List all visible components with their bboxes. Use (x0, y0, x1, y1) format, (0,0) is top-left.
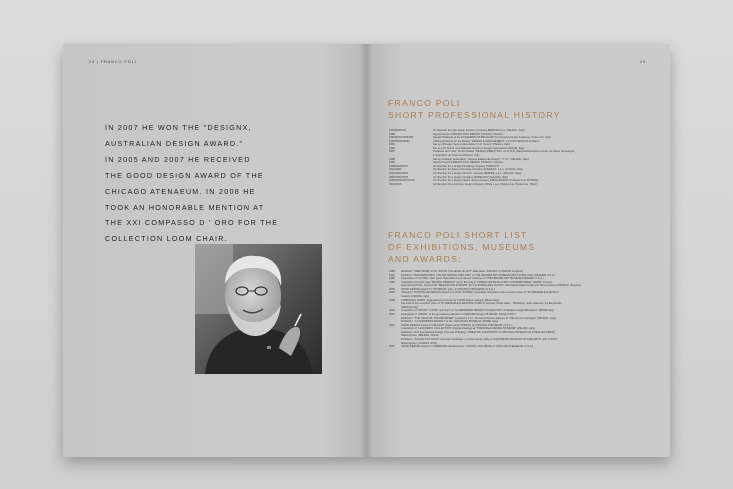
history-entry-text: Set up of C.N.A.D. Civil National Council of Design Associations (ROME, Italy) (433, 146, 525, 150)
exhibition-entry-text: Exhibition: First International Design Triennial of Beijing: "CREATIVE JUNCTIONS" at NATIONAL MUSEUM OF CHINA with ARETE (401, 330, 555, 334)
right-folio: 25 (639, 59, 646, 64)
exhibition-entry-year: 1994 (389, 273, 395, 277)
exhibition-entry-year: 1983 (389, 270, 395, 273)
history-entry-year: 1978/80/81/82 (389, 129, 406, 132)
exhibition-entry-text: GOOD DESIGN Award for COMPASSO lamella (prod. YUSTON, ASIA ABCD) of CHICAGO ATENAEUM (U.S.A.) (401, 345, 534, 349)
quote-line: AUSTRALIAN DESIGN AWARD." (105, 138, 244, 148)
history-entry-year: 2014/2015 (389, 182, 402, 186)
history-entry-year: 1999 (389, 161, 395, 165)
history-heading-line: SHORT PROFESSIONAL HISTORY (388, 110, 561, 121)
quote-line: THE XXI COMPASSO D ' ORO FOR THE (105, 218, 279, 228)
history-entry-text: Art Direction for a furniture design company MOLE s.p.a. (Cordenons, Pordenone, ITALY) (433, 182, 538, 186)
exhibition-entry-text: Acquisition of "ARETE" at the permanent collection of MADAMA Design MUSEUM. (Nanjin P.R.P.) (401, 312, 516, 316)
pull-quote (105, 120, 305, 247)
exhibition-entry-text: International Prize, Interieur 96 "DESIGN FOR EUROPE" for "LA STANZA DEL VUOTO" with Gattamelata Kortrijk and Torino Foliza (KORTRIJK, Belgium) (401, 284, 581, 288)
exhibitions-heading-line: FRANCO POLI SHORT LIST (388, 230, 528, 240)
history-entry-text: Art direction for glass processing company ZANASCO, s.p.a. (COCCO, Italy) (433, 168, 523, 172)
exhibition-entry-text: COMPASSO D'ORO: Segnalazione d'Onore for LOOM (rhibon-designo Milano Italy) (401, 298, 500, 302)
history-entry (389, 183, 575, 187)
exhibition-entry-text: Exhibition: "THE HAND OF THE DESIGNER" curated by F.A.I. (Fondo Ambiente Italiano) at "Villa Necchi Campiglio" (MILANO, Italy) (401, 316, 556, 320)
history-entry-text: Art direction for a design company MORELATO (Salizzole, Italy) (433, 175, 508, 179)
quote-line: COLLECTION LOOM CHAIR. (105, 234, 228, 244)
portrait-illustration (195, 244, 322, 374)
history-entry-year: 1998/2000/2007 (389, 164, 409, 168)
history-entry-text: Art direction for a design interior doors company ESPIA (ESANO Grosseto from ROSSINI) (433, 179, 539, 183)
exhibition-entry-year: 1995 (389, 277, 395, 281)
history-entry-year: 1990/91/92/93/94/95 (389, 136, 414, 140)
book-spine-shadow (359, 44, 373, 457)
left-folio: 24 | FRANCO POLI (89, 59, 137, 64)
exhibition-entry-text: Mattersgroup. (BEIJING, China) (401, 334, 439, 338)
exhibition-entry-year: 2008 (389, 298, 395, 302)
history-entry-text: Set up of design association "Camera Italiana del Design" "C.I.D." (MILANO, Italy) (433, 157, 529, 161)
exhibition-entry-year: 2010 (389, 312, 395, 316)
history-entry-year: 1995 (389, 146, 395, 150)
exhibition-entry-text: Acquisition of "FLYING" chair (post. Materials) at permanent collection of THE DENVER ART MUSEUM (DENVER U.S.A.) (401, 277, 544, 281)
exhibitions-heading-line: OF EXHIBITIONS, MUSEUMS (388, 242, 536, 253)
exhibition-entry-year: 2011 (389, 323, 395, 327)
exhibition-entry-text: Exhibition "SPECTRUM" at the "ROYAL COLLEGE OF ART" Walk class "KATANA" (LONDON, England) (401, 270, 523, 273)
history-entry-year: 1988 (389, 132, 395, 136)
history-entry-text: Art direction for a design furnishing company POZZUTTI (433, 164, 499, 168)
exhibition-entry-text: Venezia (VENICE, Italy) (401, 295, 430, 299)
quote-line: CHICAGO ATENAEUM. IN 2008 HE (105, 186, 256, 196)
quote-line: THE GOOD DESIGN AWARD OF THE (105, 170, 264, 180)
exhibition-entry-year: 2007 (389, 291, 395, 295)
exhibitions-heading (388, 229, 535, 266)
history-entry-text: Set up of Design Veneto Association "A.D. Veneto" (Padova, Italy) (433, 143, 511, 147)
exhibitions-list (389, 270, 581, 349)
exhibition-entry-year: 2009 (389, 309, 395, 313)
exhibitions-heading-line: AND AWARDS: (388, 254, 462, 265)
history-entry-year: 1994 (389, 143, 395, 147)
exhibition-entry-text: Acquisition of "WHITE" "LOOM" and "EoT" at "la FARNESINA DESIGN COLLECTION" of Ministero degli Affari Esteri. (ROME Italy) (401, 309, 555, 313)
history-entry-text: e Scientifico del Sistema Molisano, Italy (433, 154, 480, 158)
left-page (63, 44, 366, 457)
exhibition-entry-year: 1996 (389, 280, 395, 284)
exhibition-entry-text: Acquisition of brush case "BOXING WINDOW" (prod. Bernini) at "FONDS NATIONAL D'ART CONTEMPORAIN" (PARIS, France) (401, 280, 552, 284)
history-entry-text: Professor and "tutor" for the Master "DESIGN DIRECTION" c/o C.N.R. (National Research Centre) c/o Parco Tecnologico (433, 150, 575, 154)
exhibition-entry-text: Exhibition "MASTERWORKS, ITALIAN DESIGN 1960-1994" at THE DENVER ART MUSEUM With FLYING Chair (DENVER U.S.A.) (401, 273, 556, 277)
quote-line: IN 2007 HE WON THE "DESIGNX, (105, 123, 252, 132)
exhibition-entry (389, 345, 581, 349)
exhibition-entry-text: Mattersgroup. (TAIWAN, ROC) (401, 341, 438, 345)
exhibition-entry-text: Exhibition: "LA FARNESINA DESIGN" at the "ARA PACIS MUSEUM" (ROME, Italy) (401, 320, 499, 324)
history-list (389, 129, 575, 186)
history-entry-year: 2002/2004/2005 (389, 175, 409, 179)
exhibition-entry-year: 2006 (389, 287, 395, 291)
history-heading-line: FRANCO POLI (388, 98, 461, 108)
history-entry-text: Opens his own FRANCO POLI DESIGN STUDIO in Verona (433, 132, 503, 136)
history-entry-year: 2001/2002 (389, 168, 402, 172)
exhibition-entry-text: GOOD DESIGN Award for DRAGON chaise (prod. TONON) of CHICAGO ATENAEUM (U.S.A.) (401, 323, 513, 327)
history-entry-text: Art direction for a design furniture company BERNINI s.p.a. (MILANO, Italy) (433, 171, 522, 175)
history-heading (388, 97, 561, 121)
exhibition-entry-text: Renewal of the reception prize of "XI" BIENNALE D'ARCHITETTURA di Venezia "Cieffe Italia", "Workshop" and restaurant "La Bombarde", (401, 302, 563, 306)
history-entry-text: Opens his own FRANCO POLI DESIGN STUDIO in Verona (433, 161, 503, 165)
exhibition-entry-text: Acquisition of "LEONARDO COLLECTION" original drawings at "TRIENNALE DESIGN MUSEUM" (MILANO, Italy) (401, 327, 535, 331)
history-entry-text: Visiting professor for the Master "DESIGN & MANAGEMENT" c/o POLITECNICO di Milano (433, 139, 540, 143)
history-entry-year: 1992/93/94/95/96 (389, 139, 410, 143)
open-brochure (63, 44, 670, 457)
history-entry-year: 1997 (389, 150, 395, 154)
exhibition-entry-year: 2015 (389, 345, 395, 349)
history-entry-year: 2001/2002/2003 (389, 171, 409, 175)
history-entry-year: 2008/2010/2011/2013 (389, 179, 415, 183)
exhibition-entry-text: (VENICE Italy) (401, 305, 419, 309)
exhibition-entry-text: GOOD DESIGN Award for "INTRIGUE" sofa, of CHICAGO ATENAEUM (U.S.A.) (401, 287, 495, 291)
history-entry-text: Design Professor at the ACCADEMIA DI BELLE ARTI di Venezia (Venice Academy of Fine Arts, Italy) (433, 136, 551, 140)
portrait-photo (195, 244, 322, 374)
quote-line: TOOK AN HONORABLE MENTION AT (105, 202, 265, 212)
history-entry-text: Art direction for high design furniture company BERNINI s.p.a. (MILANO, Italy) (433, 129, 525, 132)
exhibition-entry-text: Exhibition: "DOLCE STIL NOVO" domestic landscape in contemporary Italy at "KAOHSIUNG MUSEUM OF FINE ARTS" with "LOOM" (401, 337, 558, 341)
history-entry-year: 1998 (389, 157, 395, 161)
quote-line: IN 2005 AND 2007 HE RECEIVED (105, 154, 251, 164)
exhibition-entry-text: "DesignX" AUSTRALIAN DESIGN Award for LOOM (SYDNEY, Australia). Renewal of the reception prize of "XII" BIENNALE D'ARTE di (401, 291, 559, 295)
